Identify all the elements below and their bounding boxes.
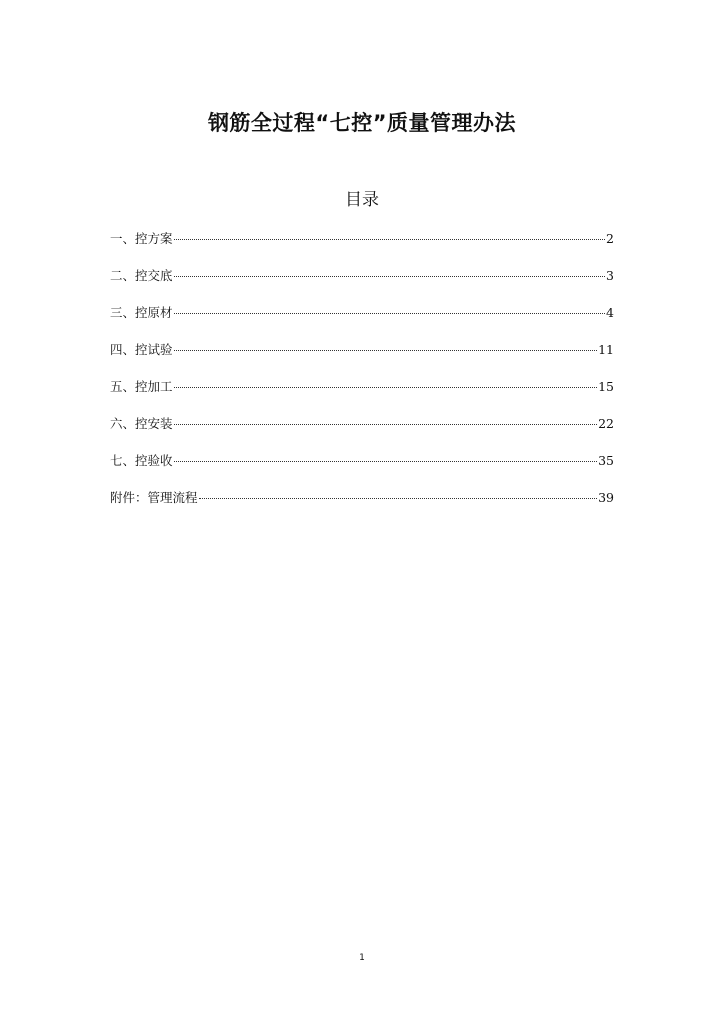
toc-dot-leader (174, 313, 606, 314)
toc-entry-label: 附件：管理流程 (110, 490, 198, 505)
document-title: 钢筋全过程“七控”质量管理办法 (207, 111, 517, 135)
toc-entry-4[interactable] (110, 340, 614, 377)
toc-entry-page: 11 (598, 342, 614, 357)
toc-heading: 目录 (345, 190, 379, 210)
toc-entry-page: 39 (598, 490, 614, 505)
toc-entry-1[interactable] (110, 229, 614, 266)
toc-dot-leader (174, 239, 606, 240)
toc-entry-page: 2 (606, 231, 614, 246)
toc-entry-label: 七、控验收 (110, 453, 173, 468)
toc-entry-5[interactable] (110, 377, 614, 414)
toc-entry-label: 一、控方案 (110, 231, 173, 246)
toc-entry-page: 3 (606, 268, 614, 283)
toc-dot-leader (174, 350, 598, 351)
toc-entry-label: 四、控试验 (110, 342, 173, 357)
toc-dot-leader (174, 461, 598, 462)
toc-entry-8[interactable] (110, 488, 614, 525)
page-number: 1 (359, 953, 365, 963)
toc-entry-label: 六、控安装 (110, 416, 173, 431)
toc-dot-leader (174, 276, 606, 277)
toc-entry-page: 35 (598, 453, 614, 468)
toc-entry-page: 4 (606, 305, 614, 320)
toc-entry-page: 22 (598, 416, 614, 431)
toc-entry-label: 二、控交底 (110, 268, 173, 283)
table-of-contents (110, 229, 614, 525)
toc-entry-page: 15 (598, 379, 614, 394)
toc-dot-leader (199, 498, 598, 499)
toc-entry-label: 三、控原材 (110, 305, 173, 320)
toc-entry-6[interactable] (110, 414, 614, 451)
toc-entry-2[interactable] (110, 266, 614, 303)
toc-dot-leader (174, 387, 598, 388)
toc-entry-3[interactable] (110, 303, 614, 340)
toc-dot-leader (174, 424, 598, 425)
toc-entry-label: 五、控加工 (110, 379, 173, 394)
toc-entry-7[interactable] (110, 451, 614, 488)
